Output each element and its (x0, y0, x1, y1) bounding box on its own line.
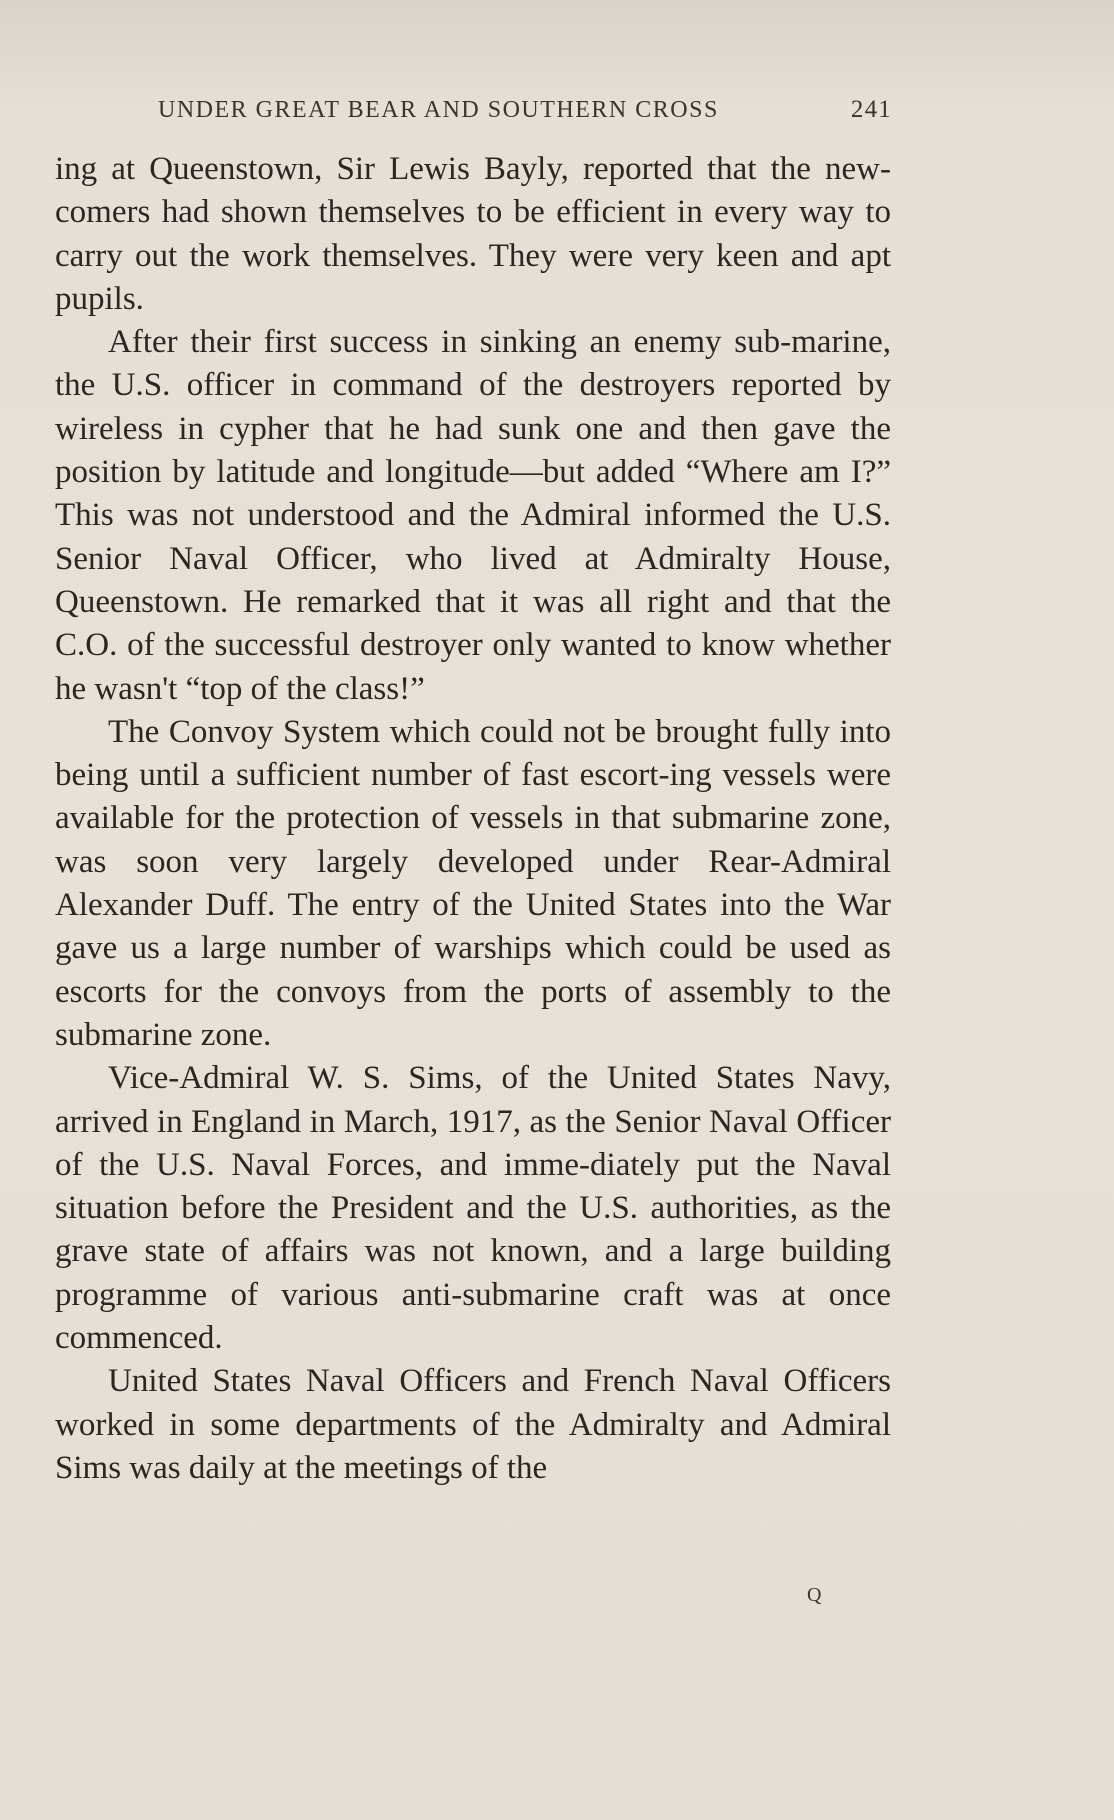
paragraph: United States Naval Officers and French Naval Officers worked in some departments of the Admiralty and Admiral Sims was daily at the meetings of the (55, 1363, 891, 1486)
running-title: UNDER GREAT BEAR AND SOUTHERN CROSS (158, 97, 719, 123)
page-number: 241 (850, 96, 892, 123)
signature-mark: Q (807, 1584, 822, 1606)
body-text (55, 148, 891, 1490)
paragraph: After their first success in sinking an enemy sub-marine, the U.S. officer in command of the destroyers reported by wireless in cypher that he had sunk one and then gave the position by latitude and longitude—but added “Where am I?” This was not understood and the Admiral informed the U.S. Senior Naval Officer, who lived at Admiralty House, Queenstown. He remarked that it was all right and that the C.O. of the successful destroyer only wanted to know whether he wasn't “top of the class!” (55, 324, 891, 707)
page-header (158, 96, 892, 124)
paragraph: ing at Queenstown, Sir Lewis Bayly, reported that the new-comers had shown themselves to be efficient in every way to carry out the work themselves. They were very keen and apt pupils. (55, 151, 891, 317)
paragraph: Vice-Admiral W. S. Sims, of the United States Navy, arrived in England in March, 1917, as the Senior Naval Officer of the U.S. Naval Forces, and imme-diately put the Naval situation before the President and the U.S. authorities, as the grave state of affairs was not known, and a large building programme of various anti-submarine craft was at once commenced. (55, 1060, 891, 1357)
paragraph: The Convoy System which could not be brought fully into being until a sufficient number of fast escort-ing vessels were available for the protection of vessels in that submarine zone, was soon very largely developed under Rear-Admiral Alexander Duff. The entry of the United States into the War gave us a large number of warships which could be used as escorts for the convoys from the ports of assembly to the submarine zone. (55, 713, 891, 1053)
